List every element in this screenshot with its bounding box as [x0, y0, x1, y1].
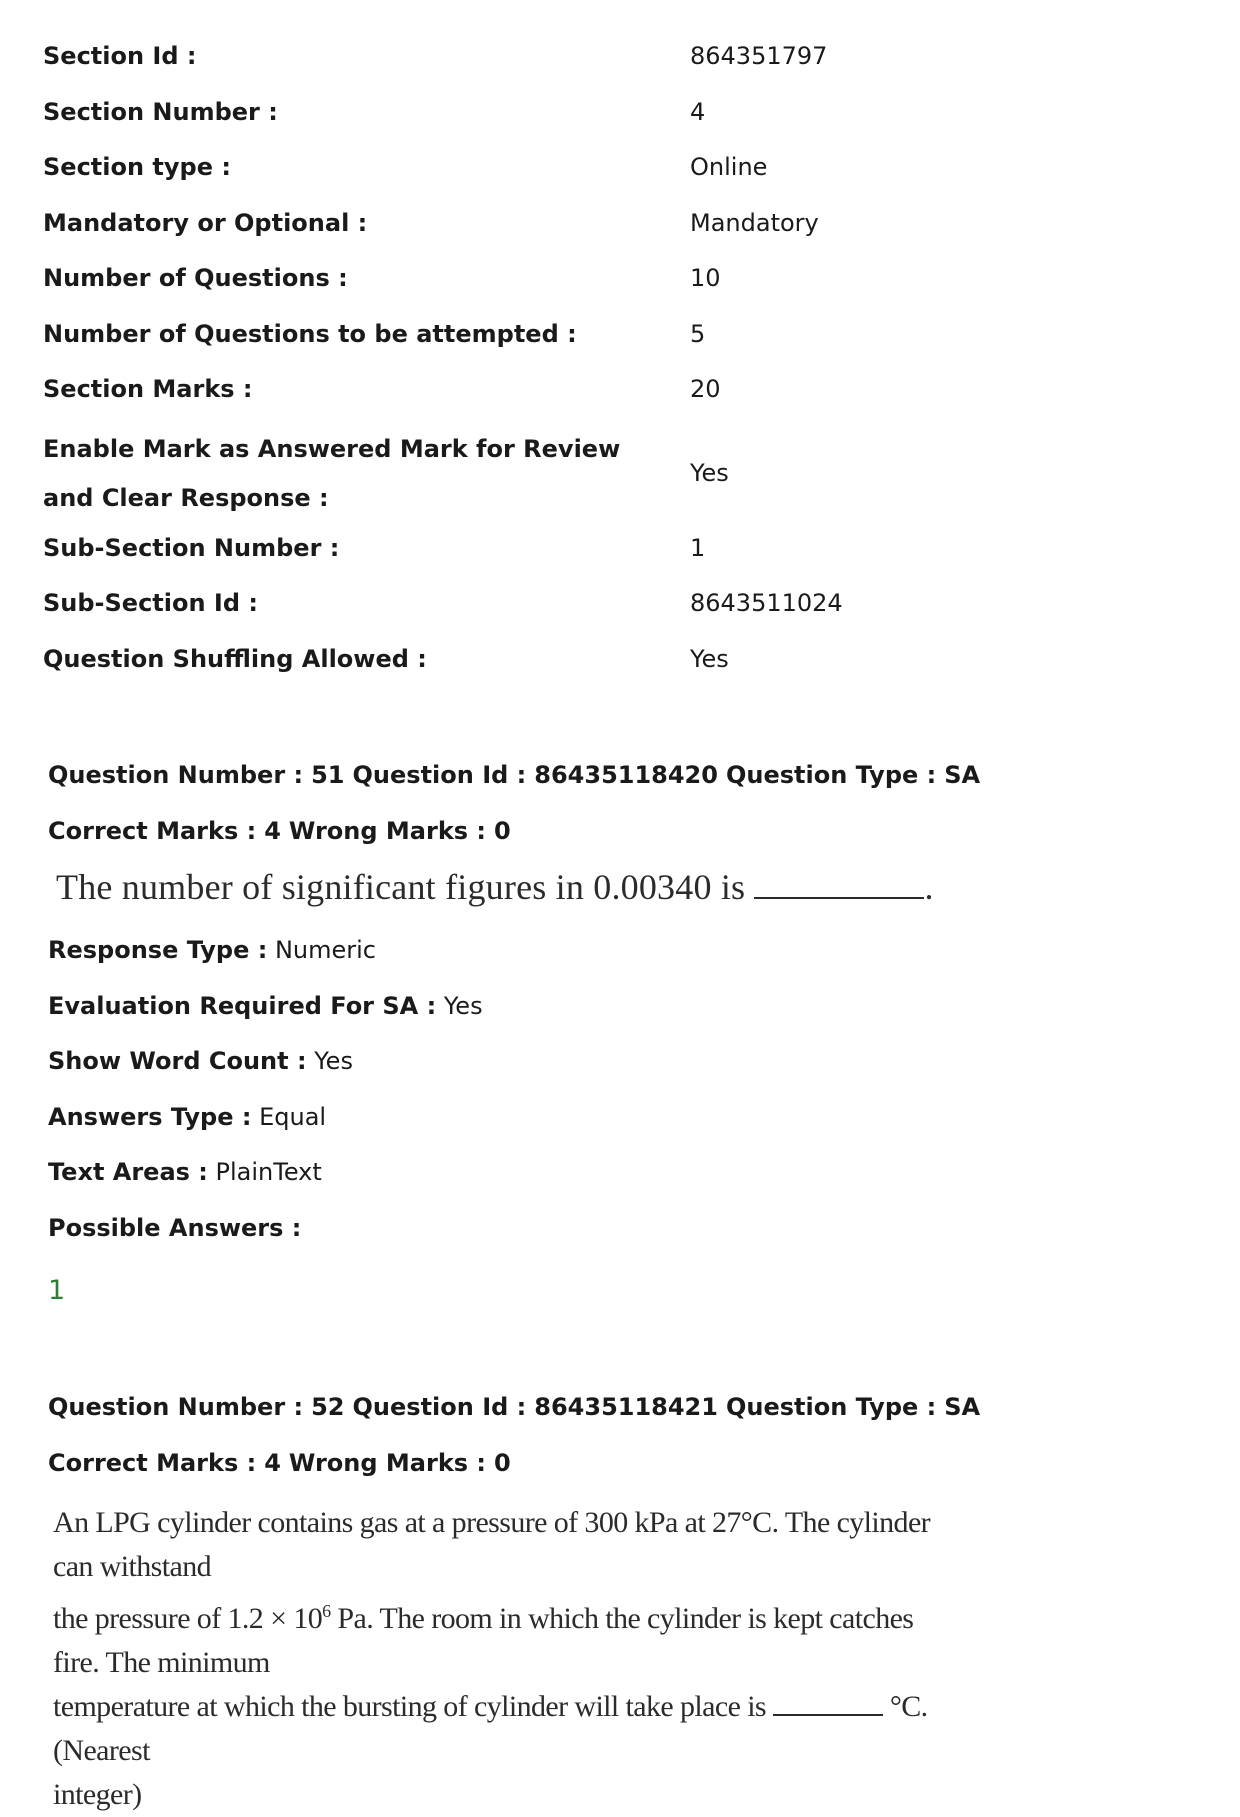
question-id: 86435118420 — [534, 761, 718, 789]
stem-line-4: integer) — [53, 1778, 142, 1811]
text-areas-line — [48, 1145, 1148, 1201]
sub-section-number-value: 1 — [690, 533, 706, 562]
stem-line-2-end: Pa. The room in which the cylinder is kept catches fire. The minimum — [53, 1602, 914, 1679]
number-of-questions-label: Number of Questions : — [43, 264, 348, 292]
correct-marks-label: Correct Marks : — [48, 1448, 257, 1477]
stem-line-3-end: °C. (Nearest — [53, 1690, 928, 1767]
mandatory-value: Mandatory — [690, 208, 819, 237]
word-count-value: Yes — [314, 1047, 353, 1075]
number-of-questions-row — [43, 252, 1143, 308]
response-type-label: Response Type : — [48, 936, 268, 964]
question-id-label: Question Id : — [352, 1393, 527, 1421]
answer-blank — [773, 1713, 883, 1716]
correct-marks: 4 — [264, 816, 281, 845]
question-shuffling-label: Question Shuffling Allowed : — [43, 644, 427, 673]
word-count-label: Show Word Count : — [48, 1047, 307, 1075]
section-marks-label: Section Marks : — [43, 375, 253, 403]
wrong-marks: 0 — [494, 1448, 511, 1477]
stem-line-3-start: temperature at which the bursting of cylinder will take place is — [53, 1690, 767, 1723]
mandatory-label: Mandatory or Optional : — [43, 208, 368, 237]
wrong-marks: 0 — [494, 816, 511, 845]
question-shuffling-value: Yes — [690, 644, 729, 673]
mandatory-row — [43, 197, 1143, 253]
section-marks-value: 20 — [690, 375, 721, 403]
text-areas-label: Text Areas : — [48, 1158, 208, 1186]
stem-end: . — [924, 867, 934, 907]
question-number-label: Question Number : — [48, 761, 304, 789]
question-type: SA — [944, 761, 981, 789]
answer-blank — [754, 896, 924, 899]
sub-section-number-label: Sub-Section Number : — [43, 533, 340, 562]
text-areas-value: PlainText — [215, 1158, 322, 1186]
sub-section-id-label: Sub-Section Id : — [43, 589, 258, 617]
question-51 — [48, 748, 1148, 1326]
question-shuffling-row — [43, 633, 1143, 689]
question-52 — [48, 1380, 1148, 1817]
wrong-marks-label: Wrong Marks : — [288, 816, 487, 845]
section-number-row — [43, 86, 1143, 142]
section-number-value: 4 — [690, 97, 706, 126]
number-of-questions-value: 10 — [690, 264, 721, 292]
section-id-row — [43, 30, 1143, 86]
question-id-label: Question Id : — [352, 761, 527, 789]
correct-marks-label: Correct Marks : — [48, 816, 257, 845]
word-count-line — [48, 1034, 1148, 1090]
response-type-line — [48, 923, 1148, 979]
stem-line-2 — [53, 1589, 953, 1685]
question-type-label: Question Type : — [725, 761, 937, 789]
enable-mark-value: Yes — [690, 458, 729, 487]
sub-section-number-row — [43, 522, 1143, 578]
possible-answers-line — [48, 1201, 1148, 1257]
answers-type-label: Answers Type : — [48, 1102, 252, 1131]
section-details — [43, 30, 1143, 688]
stem-line-2-start: the pressure of 1.2 × 10 — [53, 1602, 323, 1635]
question-type-label: Question Type : — [725, 1393, 937, 1421]
enable-mark-row — [43, 419, 1143, 522]
evaluation-line — [48, 979, 1148, 1035]
questions-to-attempt-value: 5 — [690, 319, 706, 348]
question-id: 86435118421 — [534, 1393, 718, 1421]
evaluation-label: Evaluation Required For SA : — [48, 991, 437, 1020]
question-type: SA — [944, 1393, 981, 1421]
possible-answer-value: 1 — [48, 1275, 66, 1306]
questions-to-attempt-row — [43, 308, 1143, 364]
answers-type-value: Equal — [259, 1102, 327, 1131]
questions-to-attempt-label: Number of Questions to be attempted : — [43, 319, 577, 348]
stem-text: The number of significant figures in 0.00340 is — [56, 867, 746, 907]
question-number-label: Question Number : — [48, 1393, 304, 1421]
answers-type-line — [48, 1090, 1148, 1146]
marks-line — [48, 804, 1148, 860]
sub-section-id-row — [43, 577, 1143, 633]
section-type-label: Section type : — [43, 153, 231, 181]
section-type-row — [43, 141, 1143, 197]
marks-line — [48, 1436, 1148, 1492]
section-number-label: Section Number : — [43, 97, 278, 126]
response-type-value: Numeric — [274, 936, 376, 964]
wrong-marks-label: Wrong Marks : — [288, 1448, 487, 1477]
stem-line-1: An LPG cylinder contains gas at a pressure of 300 kPa at 27°C. The cylinder can withstand — [53, 1506, 931, 1583]
question-stem — [48, 859, 1148, 915]
evaluation-value: Yes — [443, 991, 483, 1020]
correct-marks: 4 — [264, 1448, 281, 1477]
question-number: 51 — [311, 761, 345, 789]
section-type-value: Online — [690, 153, 768, 181]
section-id-label: Section Id : — [43, 42, 197, 70]
section-id-value: 864351797 — [690, 42, 828, 70]
stem-line-3 — [53, 1685, 953, 1773]
possible-answers-label: Possible Answers : — [48, 1213, 302, 1242]
sub-section-id-value: 8643511024 — [690, 589, 843, 617]
question-stem — [48, 1501, 953, 1817]
section-marks-row — [43, 363, 1143, 419]
enable-mark-label: Enable Mark as Answered Mark for Review and Clear Response : — [43, 434, 621, 512]
question-header — [48, 1380, 1148, 1436]
question-header — [48, 748, 1148, 804]
question-number: 52 — [311, 1393, 345, 1421]
stem-exponent: 6 — [322, 1601, 331, 1621]
